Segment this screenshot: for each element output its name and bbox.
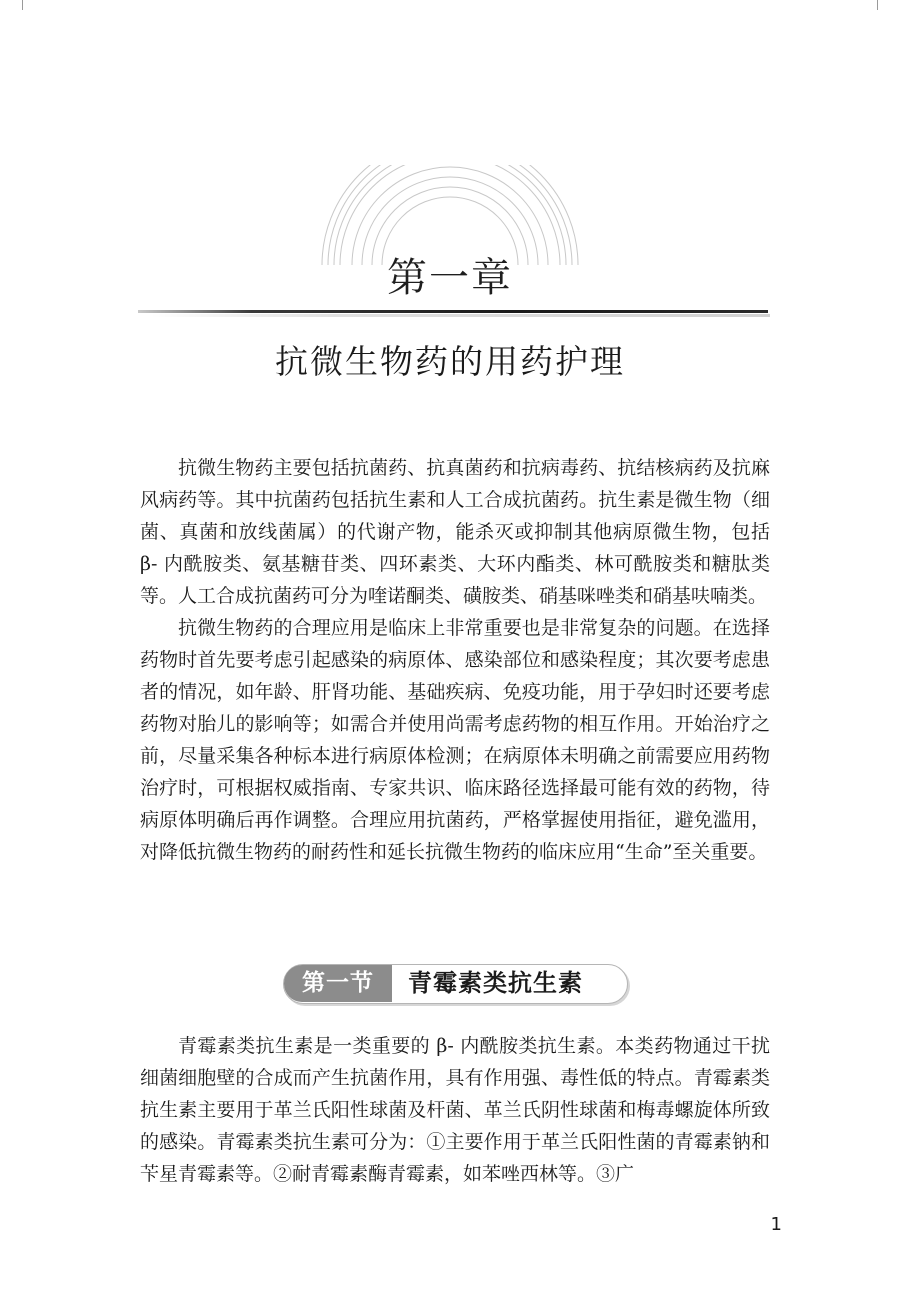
chapter-title: 抗微生物药的用药护理 bbox=[275, 342, 625, 381]
intro-text bbox=[140, 452, 770, 868]
section-text bbox=[140, 1030, 770, 1190]
intro-paragraph-1: 抗微生物药主要包括抗菌药、抗真菌药和抗病毒药、抗结核病药及抗麻风病药等。其中抗菌药包括抗生素和人工合成抗菌药。抗生素是微生物（细菌、真菌和放线菌属）的代谢产物，能杀灭或抑制其他病原微生物，包括 β- 内酰胺类、氨基糖苷类、四环素类、大环内酯类、林可酰胺类和糖肽类等。人工合成抗菌药可分为喹诺酮类、磺胺类、硝基咪唑类和硝基呋喃类。 bbox=[140, 457, 770, 607]
section-number: 第一节 bbox=[284, 965, 392, 1002]
chapter-label: 第一章 bbox=[387, 255, 513, 301]
chapter-divider bbox=[138, 310, 768, 313]
intro-paragraph-2: 抗微生物药的合理应用是临床上非常重要也是非常复杂的问题。在选择药物时首先要考虑引起感染的病原体、感染部位和感染程度；其次要考虑患者的情况，如年龄、肝肾功能、基础疾病、免疫功能，用于孕妇时还要考虑药物对胎儿的影响等；如需合并使用尚需考虑药物的相互作用。开始治疗之前，尽量采集各种标本进行病原体检测；在病原体未明确之前需要应用药物治疗时，可根据权威指南、专家共识、临床路径选择最可能有效的药物，待病原体明确后再作调整。合理应用抗菌药，严格掌握使用指征，避免滥用，对降低抗微生物药的耐药性和延长抗微生物药的临床应用“生命”至关重要。 bbox=[140, 617, 770, 863]
section-heading bbox=[283, 964, 628, 1004]
crop-mark-top-left bbox=[22, 0, 23, 10]
section-paragraph-1: 青霉素类抗生素是一类重要的 β- 内酰胺类抗生素。本类药物通过干扰细菌细胞壁的合成而产生抗菌作用，具有作用强、毒性低的特点。青霉素类抗生素主要用于革兰氏阳性球菌及杆菌、革兰氏阴性球菌和梅毒螺旋体所致的感染。青霉素类抗生素可分为：①主要作用于革兰氏阳性菌的青霉素钠和苄星青霉素等。②耐青霉素酶青霉素，如苯唑西林等。③广 bbox=[140, 1035, 770, 1185]
crop-mark-top-right bbox=[877, 0, 878, 10]
page-number: 1 bbox=[770, 1214, 782, 1235]
chapter-divider-shadow bbox=[150, 314, 770, 317]
section-title: 青霉素类抗生素 bbox=[408, 969, 583, 997]
